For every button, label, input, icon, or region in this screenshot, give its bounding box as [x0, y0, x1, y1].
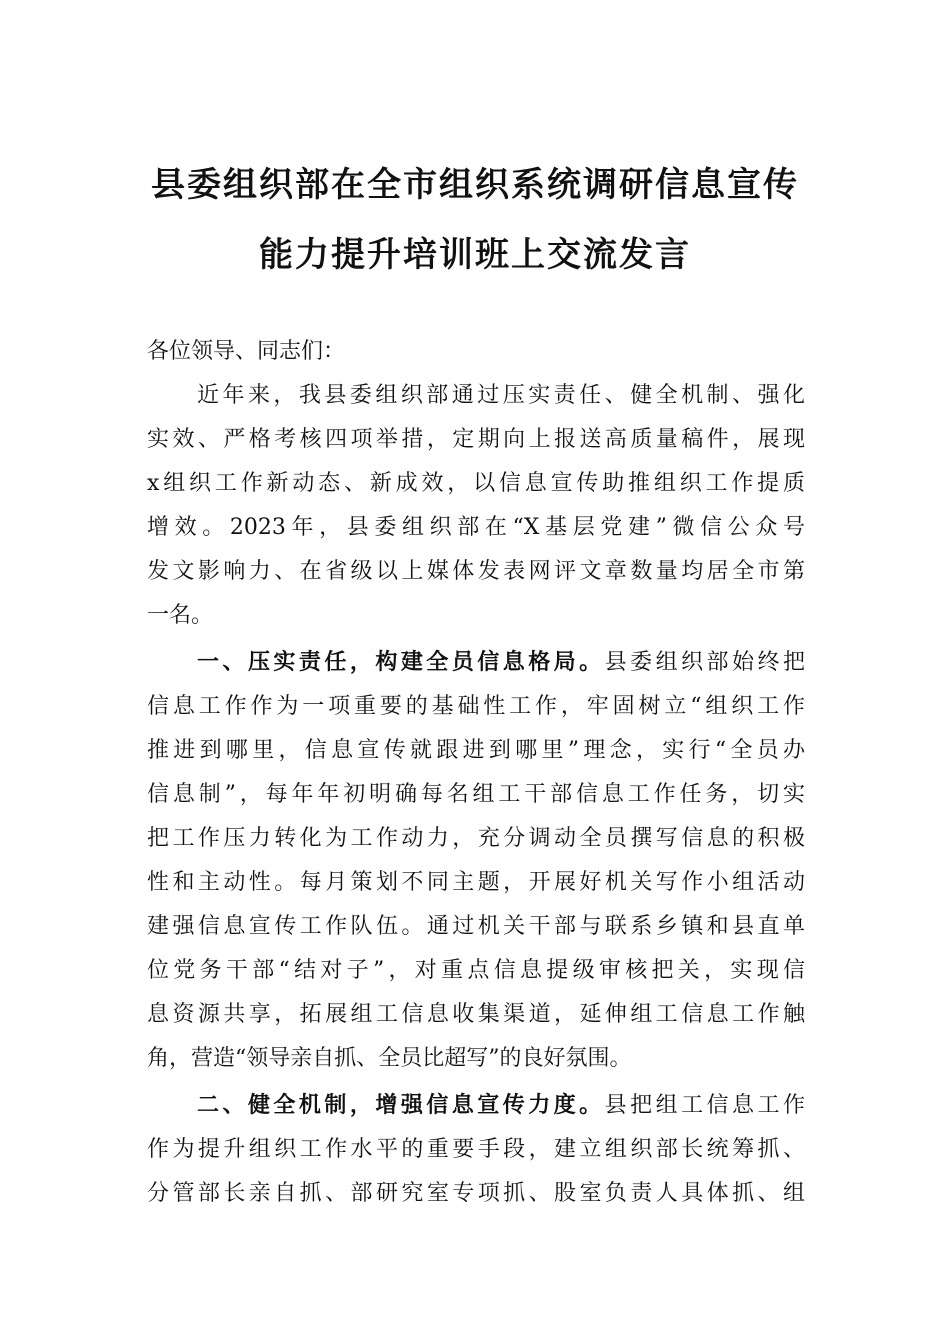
text-line: 信息工作作为一项重要的基础性工作，牢固树立“组织工作 — [147, 694, 805, 719]
document-title-line-2: 能力提升培训班上交流发言 — [259, 235, 691, 275]
section-heading: 一、压实责任，构建全员信息格局。 — [197, 650, 605, 675]
text-span: 县委组织部始终把 — [604, 650, 805, 675]
paragraph-section-2 — [147, 1084, 805, 1216]
text-line: 作为提升组织工作水平的重要手段，建立组织部长统筹抓、 — [147, 1137, 805, 1162]
text-line: 信息制”，每年年初明确每名组工干部信息工作任务，切实 — [147, 782, 805, 807]
text-line — [147, 641, 805, 685]
text-line: 建强信息宣传工作队伍。通过机关干部与联系乡镇和县直单 — [147, 914, 805, 939]
text-line: 发文影响力、在省级以上媒体发表网评文章数量均居全市第 — [147, 559, 805, 584]
text-line: 近年来，我县委组织部通过压实责任、健全机制、强化 — [197, 383, 805, 408]
text-line: 分管部长亲自抓、部研究室专项抓、股室负责人具体抓、组 — [147, 1181, 805, 1206]
document-title-line-1: 县委组织部在全市组织系统调研信息宣传 — [151, 165, 799, 205]
paragraph-intro — [147, 374, 805, 638]
text-line: 角，营造“领导亲自抓、全员比超写”的良好氛围。 — [147, 1046, 632, 1071]
document-body — [147, 330, 805, 1219]
text-line: 性和主动性。每月策划不同主题，开展好机关写作小组活动 — [147, 870, 805, 895]
text-line: x组织工作新动态、新成效，以信息宣传助推组织工作提质 — [147, 471, 805, 496]
text-line: 息资源共享，拓展组工信息收集渠道，延伸组工信息工作触 — [147, 1002, 805, 1027]
paragraph-section-1 — [147, 641, 805, 1081]
greeting: 各位领导、同志们： — [147, 339, 346, 364]
text-line — [147, 1084, 805, 1128]
text-line: 实效、严格考核四项举措，定期向上报送高质量稿件，展现 — [147, 427, 805, 452]
text-span: 县把组工信息工作 — [604, 1093, 805, 1118]
text-line: 推进到哪里，信息宣传就跟进到哪里”理念，实行“全员办 — [147, 738, 805, 763]
text-line: 增效。2023年，县委组织部在“X基层党建”微信公众号 — [147, 515, 805, 540]
text-line: 位党务干部“结对子”，对重点信息提级审核把关，实现信 — [147, 958, 805, 983]
text-line: 把工作压力转化为工作动力，充分调动全员撰写信息的积极 — [147, 826, 805, 851]
section-heading: 二、健全机制，增强信息宣传力度。 — [197, 1093, 605, 1118]
text-line: 一名。 — [147, 603, 214, 628]
